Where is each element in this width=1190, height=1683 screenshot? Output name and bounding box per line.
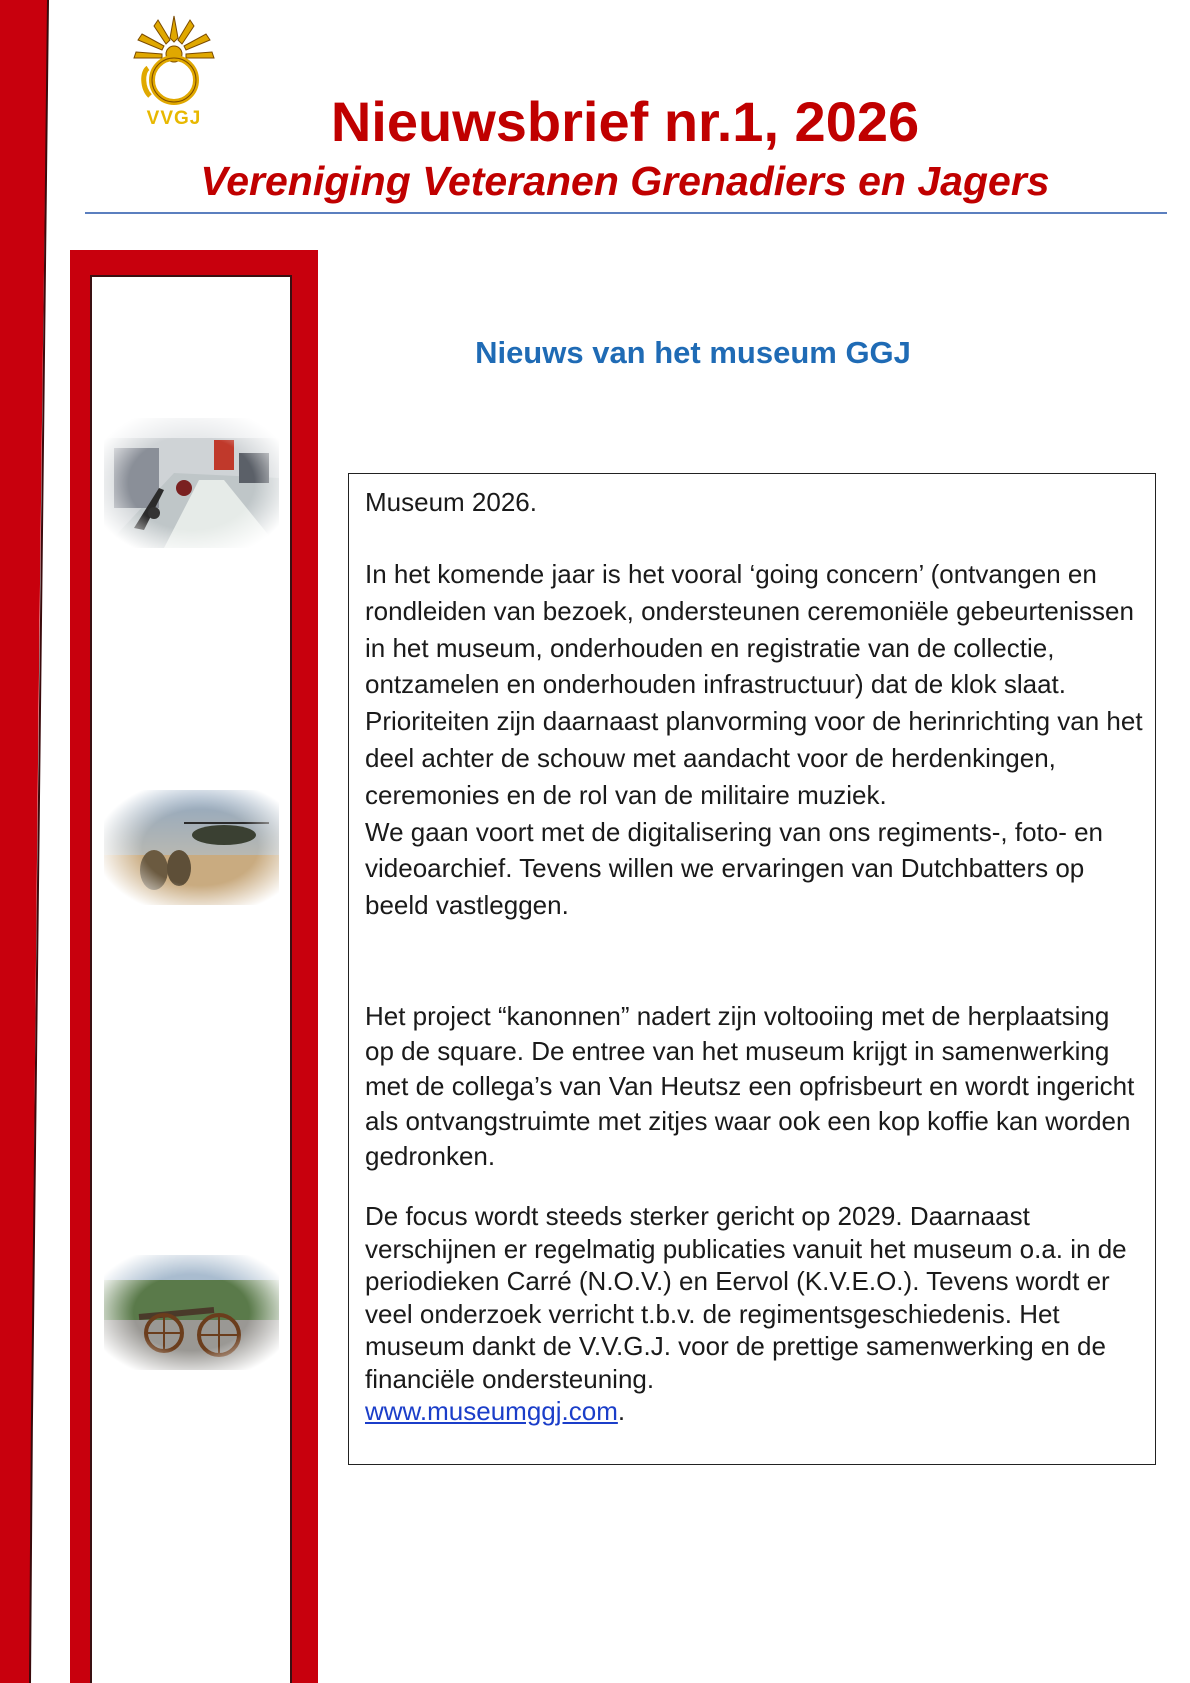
link-suffix: . <box>617 1396 626 1426</box>
article-paragraph-3 <box>365 1200 1145 1428</box>
header-divider <box>85 212 1167 214</box>
article-paragraph-3-text: De focus wordt steeds sterker gericht op 2029. Daarnaast verschijnen er regelmatig publicaties vanuit het museum o.a. in de periodieken Carré (N.O.V.) en Eervol (K.V.E.O.). Tevens wordt er veel onderzoek verricht t.b.v. de regimentsgeschiedenis. Het museum dankt de V.V.G.J. voor de prettige samenwerking en de financiële ondersteuning. <box>365 1201 1127 1394</box>
cannon-photo <box>104 1255 279 1370</box>
section-title: Nieuws van het museum GGJ <box>475 335 911 370</box>
article-paragraph-1b-text: We gaan voort met de digitalisering van ons regiments-, foto- en videoarchief. Tevens willen we ervaringen van Dutchbatters op beeld vastleggen. <box>365 816 1104 921</box>
article-box <box>348 473 1156 1465</box>
museum-interior-photo <box>104 418 279 548</box>
article-paragraph-2: Het project “kanonnen” nadert zijn voltooiing met de herplaatsing op de square. De entree van het museum krijgt in samenwerking met de collega’s van Van Heutsz een opfrisbeurt en wordt ingericht als ontvangstruimte met zitjes waar ook een kop koffie kan worden gedronken. <box>365 1001 1135 1171</box>
left-red-border <box>0 0 58 1683</box>
association-subtitle: Vereniging Veteranen Grenadiers en Jagers <box>200 158 1050 204</box>
article-paragraph-1 <box>365 556 1145 924</box>
article-paragraph-1-text: In het komende jaar is het vooral ‘going concern’ (ontvangen en rondleiden van bezoek, ondersteunen ceremoniële gebeurtenissen in het museum, onderhouden en registratie van de collectie, ontzamelen en onderhouden infrastructuur) dat de klok slaat. Prioriteiten zijn daarnaast planvorming voor de herinrichting van het deel achter de schouw met aandacht voor de herdenkingen, ceremonies en de rol van de militaire muziek. <box>365 559 1143 810</box>
soldiers-helicopter-photo <box>104 790 279 905</box>
museum-website-link[interactable]: www.museumggj.com <box>365 1396 618 1426</box>
newsletter-title: Nieuwsbrief nr.1, 2026 <box>330 90 920 153</box>
logo-text: VVGJ <box>146 108 202 129</box>
article-heading: Museum 2026. <box>365 487 537 517</box>
